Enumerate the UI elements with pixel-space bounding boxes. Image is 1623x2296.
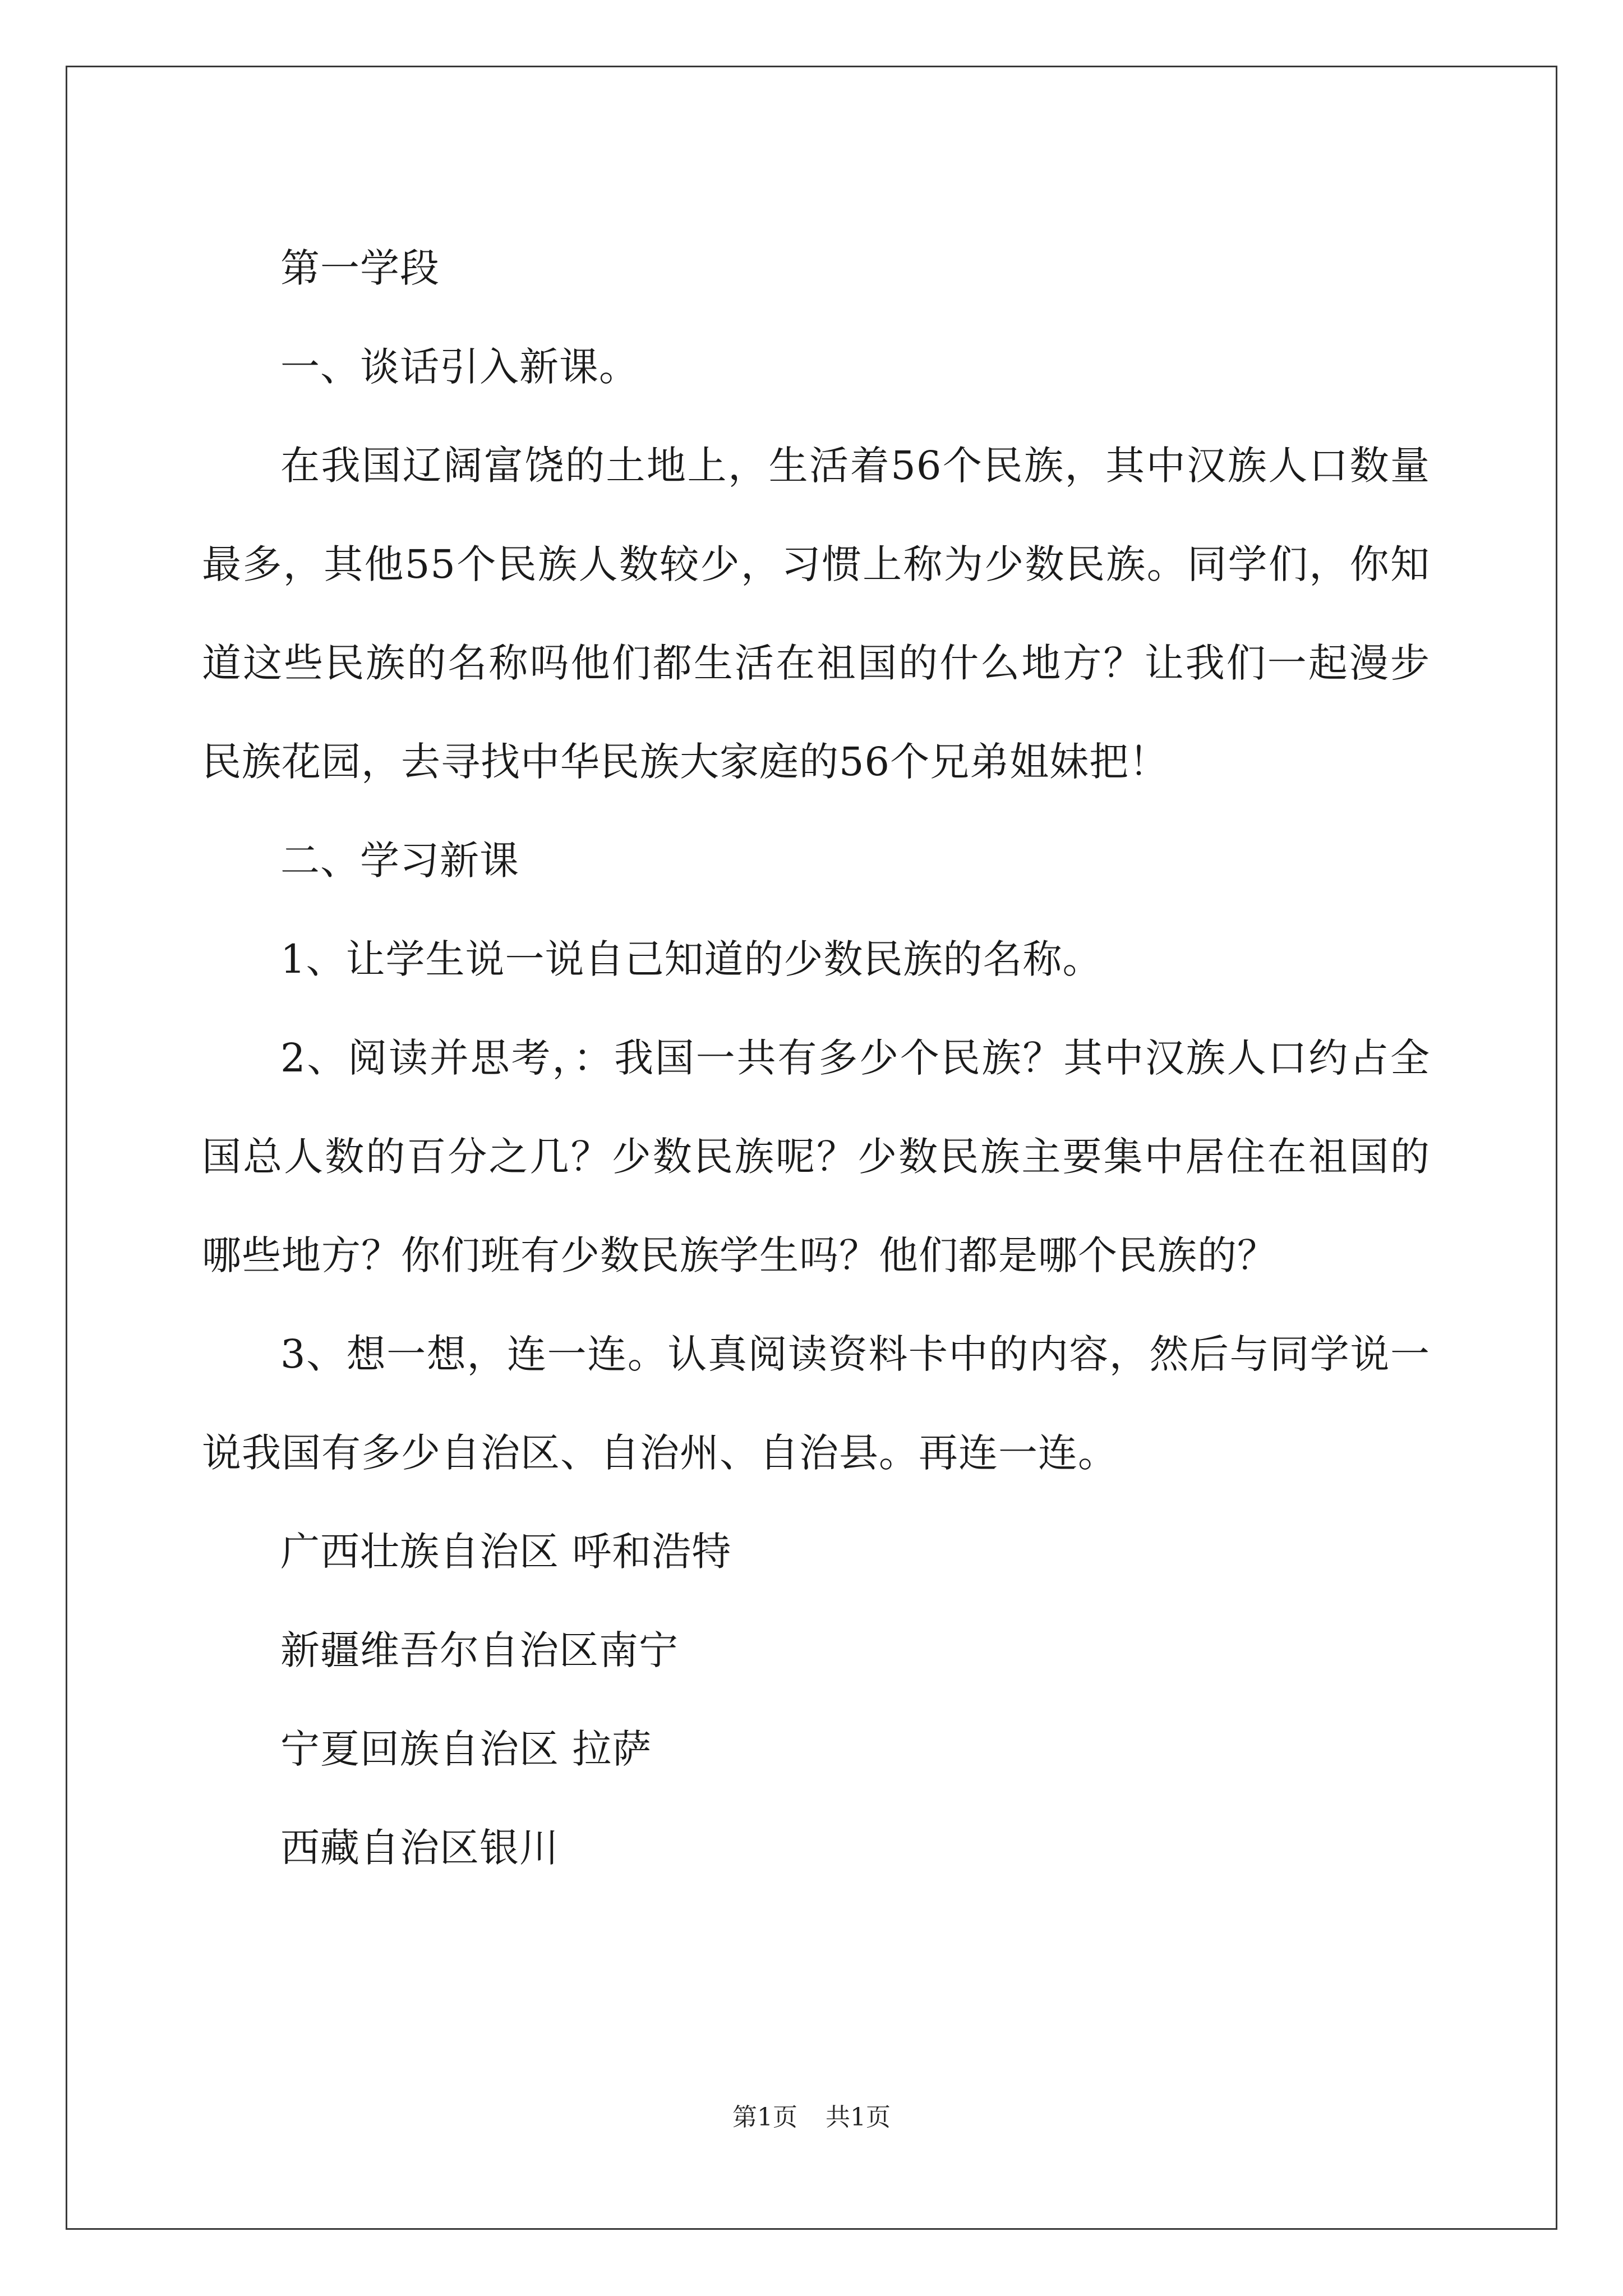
heading-stage: 第一学段 [280,245,440,291]
paragraph-step-1: 1、让学生说一说自己知道的少数民族的名称。 [280,936,1103,982]
match-item-xizang: 西藏自治区银川 [280,1825,559,1871]
section-heading-intro: 一、谈话引入新课。 [280,344,639,390]
section-heading-new-lesson: 二、学习新课 [280,838,519,884]
match-item-xinjiang: 新疆维吾尔自治区南宁 [280,1627,679,1673]
page-number-total: 共1页 [826,2103,891,2132]
match-item-guangxi: 广西壮族自治区 呼和浩特 [280,1529,732,1575]
match-item-ningxia: 宁夏回族自治区 拉萨 [280,1726,652,1772]
paragraph-step-2: 2、阅读并思考，：我国一共有多少个民族？其中汉族人口约占全国总人数的百分之几？少数民族呢？少数民族主要集中居住在祖国的哪些地方？你们班有少数民族学生吗？他们都是哪个民族的？ [202,1035,1430,1278]
paragraph-intro: 在我国辽阔富饶的土地上，生活着56个民族，其中汉族人口数量最多，其他55个民族人数较少，习惯上称为少数民族。同学们，你知道这些民族的名称吗他们都生活在祖国的什么地方？让我们一起漫步民族花园，去寻找中华民族大家庭的56个兄弟姐妹把！ [202,443,1430,785]
page-number-current: 第1页 [732,2103,797,2132]
page-footer [0,2101,1623,2134]
paragraph-step-3: 3、想一想，连一连。认真阅读资料卡中的内容，然后与同学说一说我国有多少自治区、自治州、自治县。再连一连。 [202,1331,1430,1476]
document-body [202,219,1430,1897]
